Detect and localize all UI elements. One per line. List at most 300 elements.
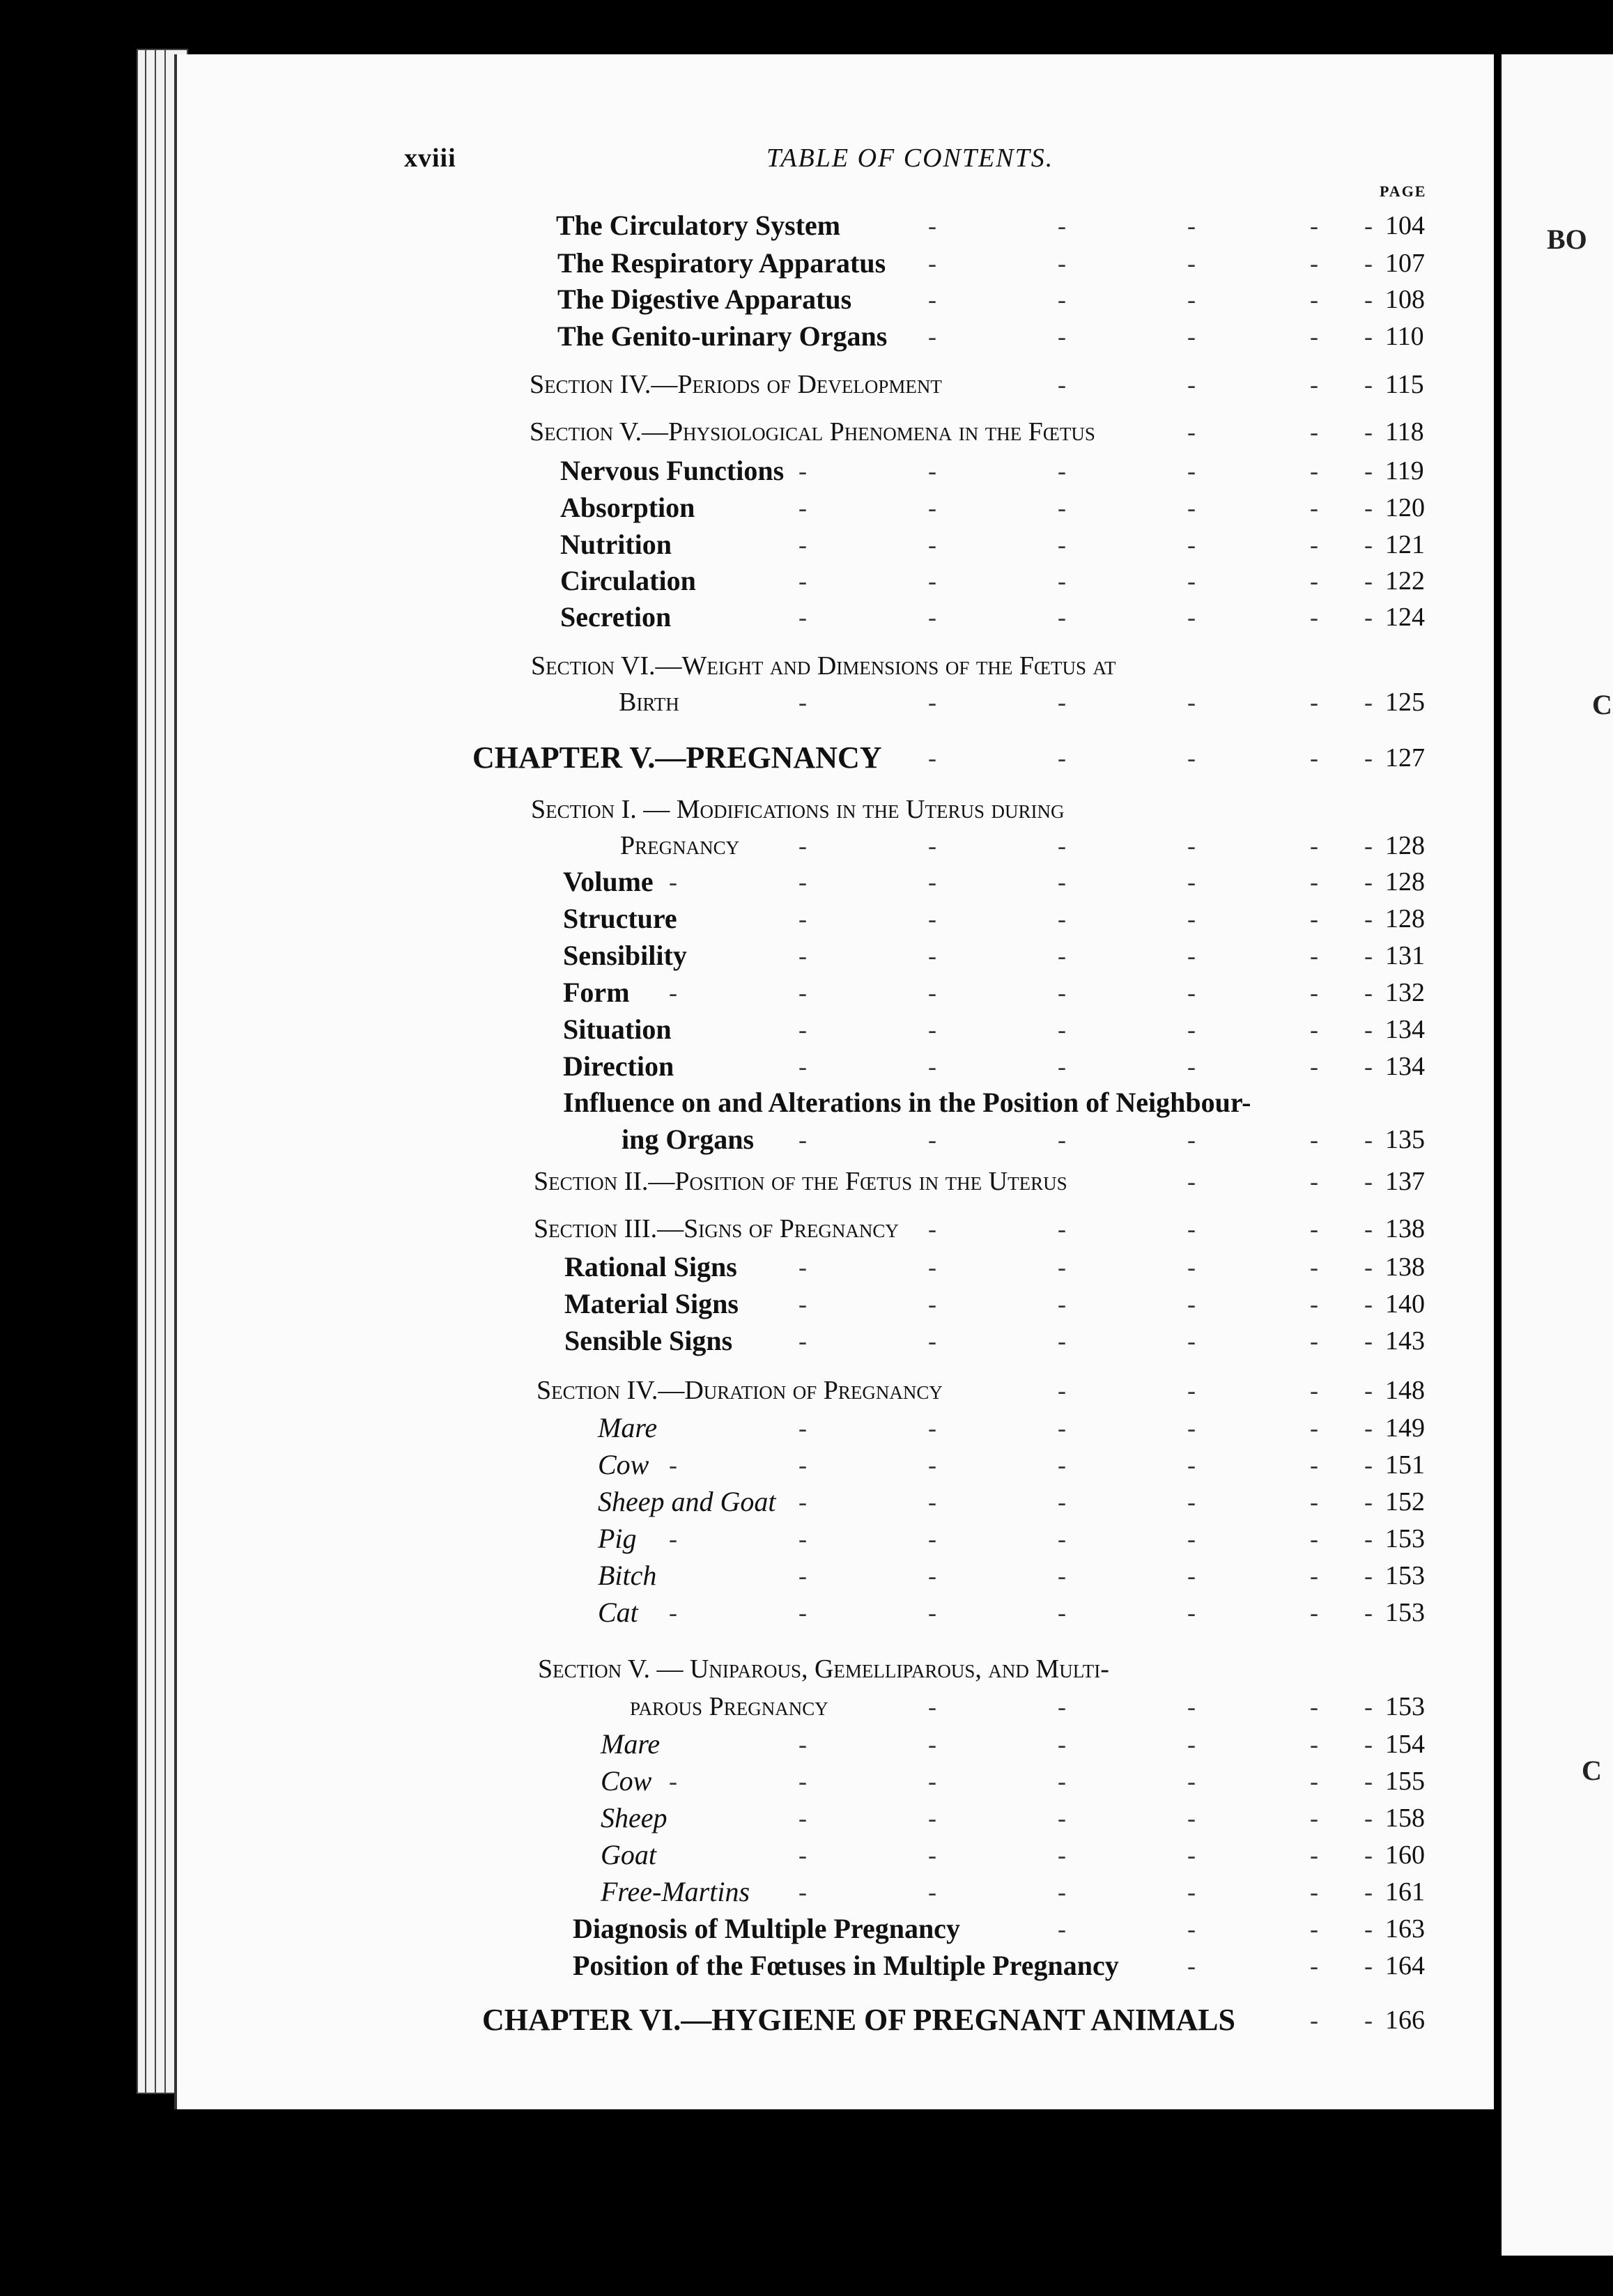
toc-entry: Absorption - - - - - - 120 [560,490,1439,526]
leader-dash: - [798,1414,807,1442]
leader-dash: - [1310,832,1318,860]
leader-dash: - [928,603,936,631]
leader-dash: - [1058,371,1066,398]
leader-dash: - [928,212,936,240]
leader-dash: - [1310,1878,1318,1906]
leader-dash: - [1187,1376,1196,1404]
page-number-ref: 154 [1385,1730,1425,1759]
toc-entry: Bitch - - - - - - 153 [598,1558,1440,1594]
leader-dash: - [669,1599,677,1627]
leader-dash: - [1310,1525,1318,1553]
toc-entry: Cat - - - - - - - 153 [598,1595,1440,1631]
leader-dash: - [1187,1915,1196,1943]
leader-dash: - [1364,1053,1373,1080]
leader-dash: - [1364,1327,1373,1355]
leader-dash: - [1364,1915,1373,1943]
leader-dash: - [798,1327,807,1355]
page-number-ref: 108 [1385,285,1425,314]
leader-dash: - [669,1767,677,1795]
page-column-label: PAGE [1380,183,1427,200]
leader-dash: - [1364,1841,1373,1869]
leader-dash: - [1187,1215,1196,1243]
leader-dash: - [1187,1562,1196,1590]
page-number-ref: 104 [1385,211,1425,240]
leader-dash: - [1058,1562,1066,1590]
page-number-ref: 161 [1385,1877,1425,1907]
leader-dash: - [1187,212,1196,240]
page-number-ref: 152 [1385,1487,1425,1517]
toc-entry: Sheep and Goat - - - - - - 152 [598,1484,1440,1520]
leader-dash: - [1058,744,1066,772]
leader-dash: - [1364,744,1373,772]
page-number-ref: 148 [1385,1376,1425,1405]
leader-dash: - [1187,905,1196,933]
leader-dash: - [928,1016,936,1044]
leader-dash: - [1310,1016,1318,1044]
leader-dash: - [1364,1804,1373,1832]
leader-dash: - [798,688,807,716]
toc-entry: Sheep - - - - - - 158 [601,1800,1442,1836]
running-title: TABLE OF CONTENTS. [766,144,1054,173]
leader-dash: - [928,1878,936,1906]
leader-dash: - [1364,249,1373,277]
leader-dash: - [1058,1253,1066,1281]
leader-dash: - [1058,323,1066,350]
leader-dash: - [928,942,936,970]
leader-dash: - [1187,1053,1196,1080]
leader-dash: - [1187,567,1196,595]
leader-dash: - [1310,868,1318,896]
page-number-ref: 128 [1385,904,1425,933]
leader-dash: - [1058,1414,1066,1442]
leader-dash: - [1187,832,1196,860]
leader-dash: - [1310,603,1318,631]
toc-entry: The Digestive Apparatus - - - - - 108 [557,281,1439,318]
leader-dash: - [928,323,936,350]
leader-dash: - [1364,1451,1373,1479]
leader-dash: - [1310,1804,1318,1832]
leader-dash: - [1364,567,1373,595]
page-number-ref: 131 [1385,941,1425,970]
leader-dash: - [1058,905,1066,933]
leader-dash: - [1187,494,1196,522]
leader-dash: - [1310,531,1318,559]
leader-dash: - [1310,1451,1318,1479]
leader-dash: - [669,979,677,1007]
leader-dash: - [1364,418,1373,446]
facing-page-fragment: C [1582,1755,1602,1786]
leader-dash: - [928,1730,936,1758]
leader-dash: - [1364,905,1373,933]
toc-entry: Free-Martins - - - - - - 161 [601,1874,1442,1910]
leader-dash: - [1187,1804,1196,1832]
leader-dash: - [1058,942,1066,970]
leader-dash: - [928,249,936,277]
page-number-ref: 158 [1385,1804,1425,1833]
leader-dash: - [928,979,936,1007]
leader-dash: - [928,1841,936,1869]
leader-dash: - [1364,1016,1373,1044]
leader-dash: - [928,457,936,485]
leader-dash: - [1310,979,1318,1007]
toc-entry: The Genito-urinary Organs - - - - - 110 [557,318,1439,355]
leader-dash: - [1364,371,1373,398]
leader-dash: - [1364,2006,1373,2034]
leader-dash: - [1364,868,1373,896]
leader-dash: - [1310,323,1318,350]
toc-entry: Nervous Functions - - - - - - 119 [560,453,1439,489]
leader-dash: - [1187,603,1196,631]
leader-dash: - [1364,323,1373,350]
leader-dash: - [928,1290,936,1318]
leader-dash: - [1364,1878,1373,1906]
leader-dash: - [1058,1878,1066,1906]
leader-dash: - [669,868,677,896]
leader-dash: - [1187,1327,1196,1355]
page-number-ref: 115 [1385,370,1424,399]
leader-dash: - [1187,1599,1196,1627]
leader-dash: - [1187,1841,1196,1869]
leader-dash: - [798,979,807,1007]
leader-dash: - [928,531,936,559]
toc-entry: Influence on and Alterations in the Position of Neighbour- [563,1087,1251,1118]
toc-entry: ing Organs - - - - - - 135 [622,1122,1440,1158]
leader-dash: - [1187,1767,1196,1795]
leader-dash: - [1310,744,1318,772]
leader-dash: - [928,1562,936,1590]
toc-entry: Cow - - - - - - - 155 [601,1763,1442,1799]
toc-entry: Secretion - - - - - - 124 [560,599,1439,635]
leader-dash: - [1058,1804,1066,1832]
leader-dash: - [1310,371,1318,398]
page-number-ref: 153 [1385,1524,1425,1553]
leader-dash: - [1364,1253,1373,1281]
leader-dash: - [1187,1693,1196,1721]
page-number-ref: 140 [1385,1289,1425,1319]
leader-dash: - [798,531,807,559]
leader-dash: - [1310,1693,1318,1721]
leader-dash: - [1310,1952,1318,1980]
leader-dash: - [928,1767,936,1795]
leader-dash: - [1187,942,1196,970]
leader-dash: - [1364,1126,1373,1154]
leader-dash: - [669,1451,677,1479]
leader-dash: - [928,1253,936,1281]
page-number: xviii [404,144,456,173]
leader-dash: - [928,494,936,522]
leader-dash: - [928,1327,936,1355]
leader-dash: - [1310,2006,1318,2034]
toc-section: Section VI.—Weight and Dimensions of the Fœtus at [531,651,1116,681]
leader-dash: - [1058,1599,1066,1627]
leader-dash: - [1310,1290,1318,1318]
leader-dash: - [1187,1016,1196,1044]
leader-dash: - [928,744,936,772]
leader-dash: - [1364,494,1373,522]
leader-dash: - [1310,905,1318,933]
leader-dash: - [1310,1327,1318,1355]
toc-section: Section V.—Physiological Phenomena in the Fœtus - - - 118 [530,414,1439,450]
leader-dash: - [798,603,807,631]
page-number-ref: 149 [1385,1413,1425,1443]
leader-dash: - [1058,567,1066,595]
toc-entry: Sensible Signs - - - - - - 143 [564,1323,1440,1359]
leader-dash: - [798,942,807,970]
leader-dash: - [1310,1414,1318,1442]
leader-dash: - [1187,1414,1196,1442]
toc-entry: Direction - - - - - - 134 [563,1048,1440,1085]
leader-dash: - [1310,1488,1318,1516]
leader-dash: - [1364,1767,1373,1795]
leader-dash: - [1364,1693,1373,1721]
leader-dash: - [1058,1451,1066,1479]
leader-dash: - [1187,371,1196,398]
toc-entry: Rational Signs - - - - - - 138 [564,1249,1440,1285]
leader-dash: - [1364,1562,1373,1590]
page-number-ref: 143 [1385,1326,1425,1356]
leader-dash: - [1058,249,1066,277]
page-number-ref: 124 [1385,603,1425,632]
leader-dash: - [798,1488,807,1516]
toc-entry: Situation - - - - - - 134 [563,1011,1440,1048]
page-number-ref: 119 [1385,456,1424,486]
leader-dash: - [1058,1693,1066,1721]
leader-dash: - [1058,1016,1066,1044]
leader-dash: - [1058,1767,1066,1795]
leader-dash: - [928,1525,936,1553]
leader-dash: - [1187,1126,1196,1154]
leader-dash: - [1187,1952,1196,1980]
leader-dash: - [798,1451,807,1479]
leader-dash: - [1310,1053,1318,1080]
leader-dash: - [1364,979,1373,1007]
leader-dash: - [1187,1488,1196,1516]
page-number-ref: 128 [1385,831,1425,860]
leader-dash: - [1364,1168,1373,1195]
leader-dash: - [1058,1841,1066,1869]
toc-entry: The Circulatory System - - - - - 104 [556,208,1437,244]
leader-dash: - [1187,979,1196,1007]
leader-dash: - [1058,1327,1066,1355]
toc-section: Section V. — Uniparous, Gemelliparous, and Multi- [538,1654,1109,1684]
toc-section: Birth - - - - - - 125 [619,684,1440,720]
leader-dash: - [798,1126,807,1154]
leader-dash: - [1058,1126,1066,1154]
leader-dash: - [1310,1376,1318,1404]
leader-dash: - [1364,1525,1373,1553]
page-number-ref: 135 [1385,1125,1425,1154]
leader-dash: - [1058,868,1066,896]
leader-dash: - [1310,1215,1318,1243]
leader-dash: - [928,1126,936,1154]
leader-dash: - [1364,1290,1373,1318]
toc-entry: Mare - - - - - - 154 [601,1726,1442,1762]
leader-dash: - [1310,418,1318,446]
leader-dash: - [1310,1562,1318,1590]
leader-dash: - [1187,323,1196,350]
leader-dash: - [1364,1376,1373,1404]
toc-section: Section I. — Modifications in the Uterus during [531,795,1065,824]
leader-dash: - [798,457,807,485]
toc-section: Section IV.—Periods of Development - - - - 115 [530,366,1439,403]
leader-dash: - [1058,832,1066,860]
leader-dash: - [798,868,807,896]
leader-dash: - [1310,1767,1318,1795]
page-number-ref: 118 [1385,417,1424,447]
leader-dash: - [798,567,807,595]
leader-dash: - [1058,688,1066,716]
leader-dash: - [1187,868,1196,896]
leader-dash: - [1187,1253,1196,1281]
leader-dash: - [798,1525,807,1553]
leader-dash: - [1364,832,1373,860]
leader-dash: - [798,832,807,860]
toc-entry: Volume - - - - - - - 128 [563,864,1440,900]
leader-dash: - [928,688,936,716]
page-number-ref: 163 [1385,1914,1425,1944]
leader-dash: - [1364,212,1373,240]
leader-dash: - [1310,1126,1318,1154]
page-number-ref: 151 [1385,1450,1425,1480]
page-number-ref: 153 [1385,1598,1425,1627]
leader-dash: - [798,1730,807,1758]
leader-dash: - [1364,286,1373,313]
toc-entry: Pig - - - - - - - 153 [598,1521,1440,1557]
page-number-ref: 138 [1385,1214,1425,1243]
leader-dash: - [1058,1053,1066,1080]
toc-entry: Position of the Fœtuses in Multiple Pregnancy - - - 164 [573,1948,1442,1984]
leader-dash: - [1058,457,1066,485]
leader-dash: - [928,905,936,933]
leader-dash: - [1187,744,1196,772]
leader-dash: - [1187,1878,1196,1906]
leader-dash: - [1364,1414,1373,1442]
leader-dash: - [1364,603,1373,631]
leader-dash: - [1058,212,1066,240]
toc-section: Pregnancy - - - - - - 128 [620,828,1440,864]
leader-dash: - [1058,603,1066,631]
leader-dash: - [1310,286,1318,313]
page-number-ref: 127 [1385,743,1425,773]
page-number-ref: 121 [1385,530,1425,559]
leader-dash: - [1058,494,1066,522]
leader-dash: - [1310,1915,1318,1943]
leader-dash: - [1058,531,1066,559]
page-number-ref: 137 [1385,1167,1425,1196]
leader-dash: - [1310,1730,1318,1758]
leader-dash: - [1058,1488,1066,1516]
leader-dash: - [1364,531,1373,559]
toc-section: Section II.—Position of the Fœtus in the Uterus - - - 137 [534,1163,1440,1200]
leader-dash: - [669,1525,677,1553]
page-number-ref: 153 [1385,1692,1425,1721]
page-number-ref: 110 [1385,322,1424,351]
leader-dash: - [1364,1215,1373,1243]
leader-dash: - [798,1290,807,1318]
leader-dash: - [1310,212,1318,240]
leader-dash: - [928,1414,936,1442]
toc-entry: Circulation - - - - - - 122 [560,563,1439,599]
leader-dash: - [1310,1841,1318,1869]
leader-dash: - [1058,1525,1066,1553]
leader-dash: - [1310,942,1318,970]
leader-dash: - [1310,567,1318,595]
leader-dash: - [1364,1488,1373,1516]
leader-dash: - [1187,531,1196,559]
leader-dash: - [1310,494,1318,522]
leader-dash: - [1364,1599,1373,1627]
leader-dash: - [1187,457,1196,485]
leader-dash: - [1187,1730,1196,1758]
page-number-ref: 134 [1385,1015,1425,1044]
leader-dash: - [1310,457,1318,485]
leader-dash: - [1058,979,1066,1007]
toc-entry: The Respiratory Apparatus - - - - - 107 [557,245,1439,281]
toc-entry: Material Signs - - - - - - 140 [564,1286,1440,1322]
leader-dash: - [1187,418,1196,446]
leader-dash: - [1058,1376,1066,1404]
page-number-ref: 128 [1385,867,1425,897]
leader-dash: - [798,1562,807,1590]
page-number-ref: 125 [1385,688,1425,717]
leader-dash: - [1310,688,1318,716]
leader-dash: - [928,1599,936,1627]
leader-dash: - [1364,688,1373,716]
toc-entry: Structure - - - - - - 128 [563,901,1440,937]
leader-dash: - [1187,1290,1196,1318]
leader-dash: - [1058,1915,1066,1943]
page-number-ref: 166 [1385,2006,1425,2035]
leader-dash: - [798,1878,807,1906]
leader-dash: - [1310,249,1318,277]
page-number-ref: 138 [1385,1252,1425,1282]
page-number-ref: 155 [1385,1767,1425,1796]
page-number-ref: 160 [1385,1840,1425,1870]
leader-dash: - [928,868,936,896]
leader-dash: - [928,1488,936,1516]
page-number-ref: 132 [1385,978,1425,1007]
leader-dash: - [1187,688,1196,716]
leader-dash: - [1364,942,1373,970]
toc-entry: Cow - - - - - - - 151 [598,1447,1440,1483]
leader-dash: - [798,905,807,933]
toc-entry: Nutrition - - - - - - 121 [560,527,1439,563]
facing-page-fragment: C [1592,689,1612,720]
page-number-ref: 122 [1385,566,1425,596]
leader-dash: - [928,1215,936,1243]
toc-chapter: CHAPTER V.—PREGNANCY - - - - - 127 [472,740,1425,775]
toc-entry: Diagnosis of Multiple Pregnancy - - - - 163 [573,1911,1442,1947]
leader-dash: - [798,1599,807,1627]
leader-dash: - [1187,286,1196,313]
page-number-ref: 134 [1385,1052,1425,1081]
leader-dash: - [1364,1952,1373,1980]
leader-dash: - [928,1053,936,1080]
leader-dash: - [1058,1290,1066,1318]
toc-section: Section IV.—Duration of Pregnancy - - - - 148 [537,1372,1440,1409]
leader-dash: - [1058,1215,1066,1243]
leader-dash: - [928,286,936,313]
toc-section: Section III.—Signs of Pregnancy - - - - - 138 [534,1211,1440,1247]
leader-dash: - [928,567,936,595]
page-number-ref: 120 [1385,493,1425,522]
toc-chapter: CHAPTER VI.—HYGIENE OF PREGNANT ANIMALS - - 166 [482,2003,1425,2037]
toc-entry: Sensibility - - - - - - 131 [563,938,1440,974]
leader-dash: - [928,1804,936,1832]
leader-dash: - [1187,1451,1196,1479]
toc-section: parous Pregnancy - - - - - 153 [630,1689,1442,1725]
leader-dash: - [928,832,936,860]
